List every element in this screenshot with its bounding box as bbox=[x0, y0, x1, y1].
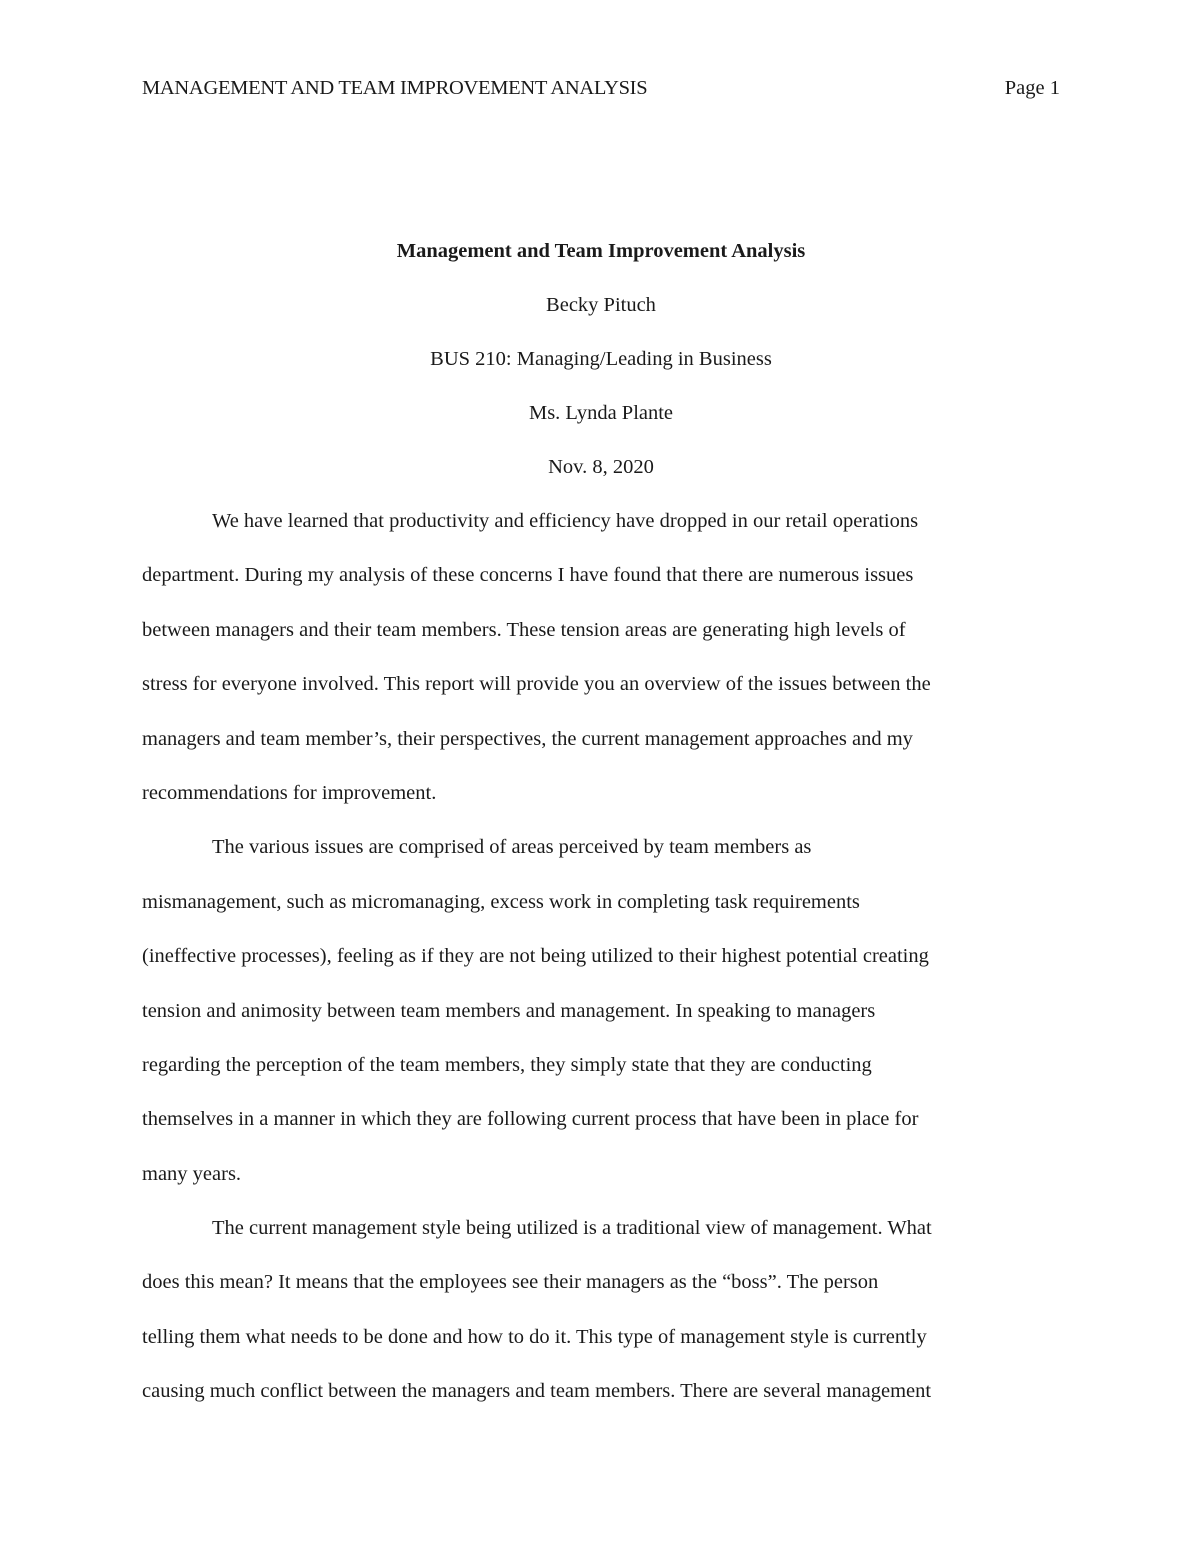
text-line: We have learned that productivity and efficiency have dropped in our retail operations bbox=[212, 510, 919, 532]
text-line: many years. bbox=[142, 1162, 242, 1185]
text-line: themselves in a manner in which they are following current process that have been in place for bbox=[142, 1108, 919, 1131]
paragraph bbox=[142, 820, 1060, 874]
document-date: Nov. 8, 2020 bbox=[548, 456, 654, 478]
course-name: BUS 210: Managing/Leading in Business bbox=[430, 348, 772, 370]
text-line: The current management style being utilized is a traditional view of management. What bbox=[212, 1217, 932, 1240]
text-line: causing much conflict between the managers and team members. There are several management bbox=[142, 1380, 932, 1403]
text-line: mismanagement, such as micromanaging, excess work in completing task requirements bbox=[142, 890, 860, 913]
paragraph bbox=[142, 1201, 1060, 1255]
title-block bbox=[142, 224, 1060, 494]
text-line: telling them what needs to be done and how to do it. This type of management style is currently bbox=[142, 1325, 927, 1348]
running-head-title: MANAGEMENT AND TEAM IMPROVEMENT ANALYSIS bbox=[142, 77, 648, 99]
page-number: Page 1 bbox=[1004, 77, 1060, 99]
text-line: (ineffective processes), feeling as if they are not being utilized to their highest potential creating bbox=[142, 945, 929, 968]
author-name: Becky Pituch bbox=[546, 294, 656, 316]
text-line: does this mean? It means that the employees see their managers as the “boss”. The person bbox=[142, 1271, 879, 1294]
body-text bbox=[142, 494, 1060, 1419]
document-title: Management and Team Improvement Analysis bbox=[396, 240, 806, 262]
text-line: department. During my analysis of these concerns I have found that there are numerous issues bbox=[142, 564, 914, 587]
text-line: tension and animosity between team members and management. In speaking to managers bbox=[142, 999, 876, 1022]
text-line: The various issues are comprised of areas perceived by team members as bbox=[212, 836, 812, 859]
text-line: regarding the perception of the team members, they simply state that they are conducting bbox=[142, 1053, 872, 1076]
paragraph bbox=[142, 494, 1060, 548]
running-header bbox=[142, 73, 1060, 103]
text-line: between managers and their team members. These tension areas are generating high levels of bbox=[142, 618, 906, 641]
instructor-name: Ms. Lynda Plante bbox=[528, 402, 674, 424]
text-line: stress for everyone involved. This report will provide you an overview of the issues between the bbox=[142, 673, 931, 696]
text-line: managers and team member’s, their perspectives, the current management approaches and my bbox=[142, 727, 913, 750]
text-line: recommendations for improvement. bbox=[142, 781, 437, 804]
